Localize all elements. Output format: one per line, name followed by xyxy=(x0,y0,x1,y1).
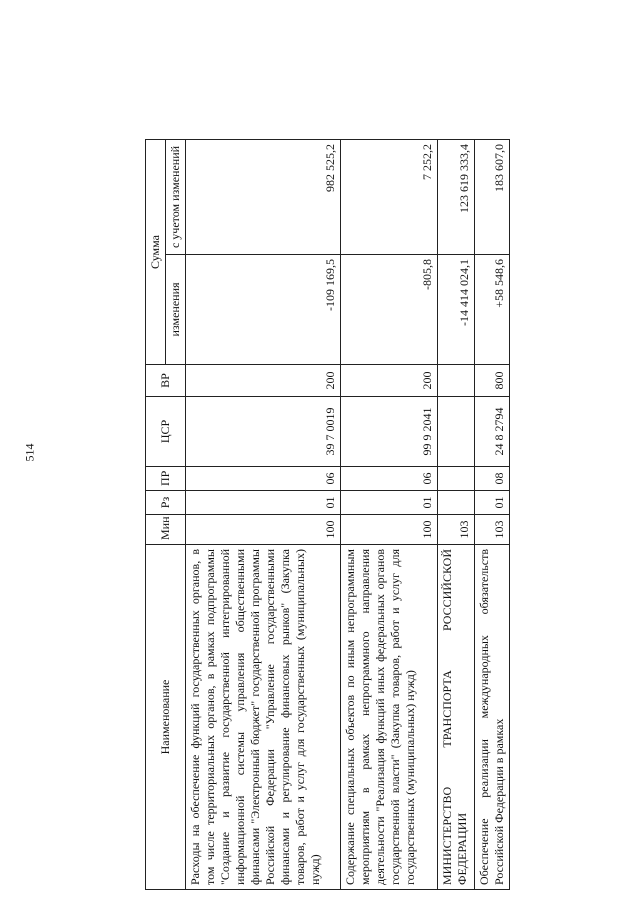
row-total: 183 607,0 xyxy=(475,139,510,254)
row-min: 103 xyxy=(438,515,475,545)
row-total: 982 525,2 xyxy=(186,139,341,254)
row-total: 7 252,2 xyxy=(341,139,438,254)
row-pr xyxy=(438,467,475,491)
row-total: 123 619 333,4 xyxy=(438,139,475,254)
row-pr: 08 xyxy=(475,467,510,491)
row-csr: 24 8 2794 xyxy=(475,397,510,467)
header-name: Наименование xyxy=(146,545,186,890)
row-vr: 200 xyxy=(341,365,438,397)
row-pr: 06 xyxy=(341,467,438,491)
row-change: -109 169,5 xyxy=(186,255,341,365)
table-row xyxy=(186,139,341,889)
header-rz: Рз xyxy=(146,491,186,515)
row-name: Содержание специальных объектов по иным непрограммным мероприятиям в рамках непрограммного направления деятельности "Реализация функций иных федеральных органов государственной власти" (Закупка товаров, работ и услуг для государственных (муниципальных) нужд) xyxy=(341,545,438,890)
header-min: Мин xyxy=(146,515,186,545)
row-min: 100 xyxy=(186,515,341,545)
header-vr: ВР xyxy=(146,365,186,397)
header-pr: ПР xyxy=(146,467,186,491)
row-vr xyxy=(438,365,475,397)
table-row xyxy=(438,139,475,889)
row-rz: 01 xyxy=(186,491,341,515)
page-number xyxy=(0,432,60,472)
row-name: МИНИСТЕРСТВО ТРАНСПОРТА РОССИЙСКОЙ ФЕДЕРАЦИИ xyxy=(438,545,475,890)
header-csr: ЦСР xyxy=(146,397,186,467)
budget-table-container xyxy=(145,140,625,890)
header-row xyxy=(146,139,166,889)
budget-table xyxy=(145,139,510,890)
row-csr: 99 9 2041 xyxy=(341,397,438,467)
row-change: -14 414 024,1 xyxy=(438,255,475,365)
header-with-change: с учетом изменений xyxy=(166,139,186,254)
row-name: Расходы на обеспечение функций государственных органов, в том числе территориальных органов, в рамках подпрограммы "Создание и развитие государственной интегрированной информационной системы управления общественными финансами "Электронный бюджет" государственной программы Российской Федерации "Управление государственными финансами и регулирование финансовых рынков" (Закупка товаров, работ и услуг для государственных (муниципальных) нужд) xyxy=(186,545,341,890)
row-csr xyxy=(438,397,475,467)
row-rz: 01 xyxy=(475,491,510,515)
row-change: -805,8 xyxy=(341,255,438,365)
row-vr: 200 xyxy=(186,365,341,397)
row-csr: 39 7 0019 xyxy=(186,397,341,467)
page-number-text: 514 xyxy=(22,443,37,461)
row-rz: 01 xyxy=(341,491,438,515)
row-rz xyxy=(438,491,475,515)
row-change: +58 548,6 xyxy=(475,255,510,365)
table-row xyxy=(341,139,438,889)
row-vr: 800 xyxy=(475,365,510,397)
header-change: изменения xyxy=(166,255,186,365)
row-pr: 06 xyxy=(186,467,341,491)
row-name: Обеспечение реализации международных обязательств Российской Федерации в рамках xyxy=(475,545,510,890)
table-row xyxy=(475,139,510,889)
row-min: 103 xyxy=(475,515,510,545)
row-min: 100 xyxy=(341,515,438,545)
header-sum: Сумма xyxy=(146,139,166,364)
